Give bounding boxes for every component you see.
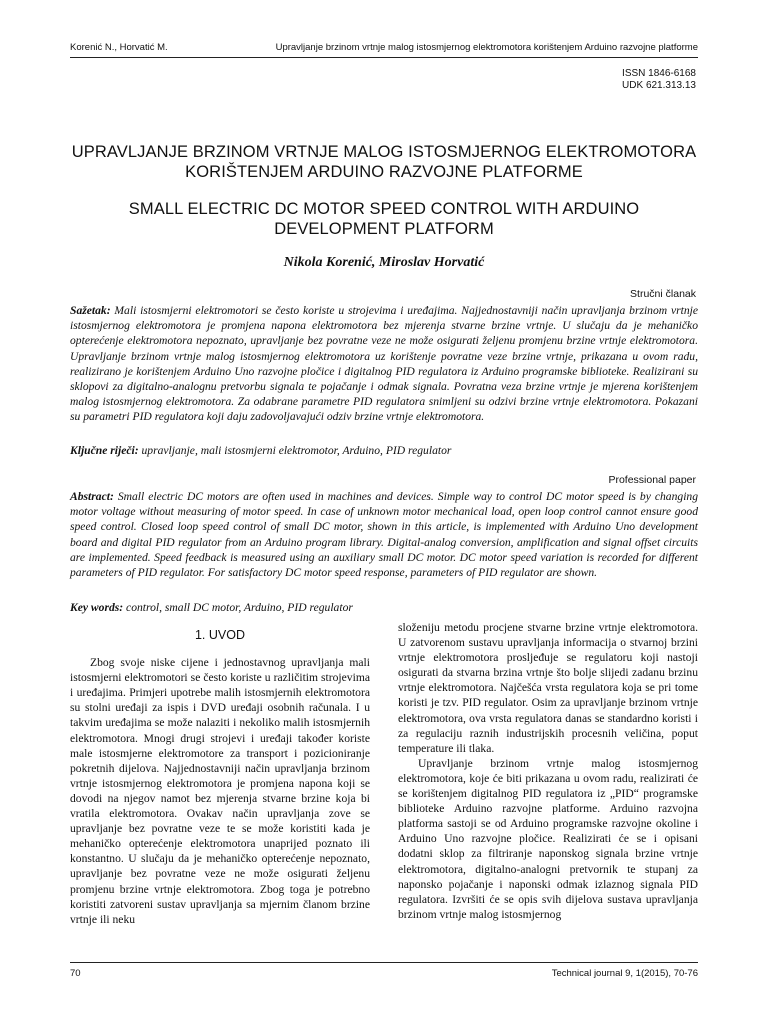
authors: Nikola Korenić, Miroslav Horvatić [283,255,485,270]
paper-type-croatian: Stručni članak [630,288,696,300]
abstract-english-label: Abstract: [70,490,114,503]
abstract-croatian-text: Mali istosmjerni elektromotori se često koriste u strojevima i uređajima. Najjednostavniji način upravljanja brzinom vrtnje istosmjernog elektromotora je promjena napona elektromotora bez mjerenja stvarne brzine vrtnje. U slučaju da je mehaničko opterećenje elektromotora nepoznato, upravljanje bez povratne veze ne može osigurati željenu promjenu brzine vrtnje elektromotora. Upravljanje brzinom vrtnje malog istosmjernog elektromotora uz korištenje povratne veze brzine vrtnje, prikazana u ovom radu, realizirano je korištenjem Arduino Uno razvojne pločice i digitalnog PID regulatora iz Arduino programske biblioteke. Realizirani su sklopovi za digitalno-analognu pretvorbu signala te pojačanje i odmak signala. Povratna veza brzine vrtnje je mjerena korištenjem malog istosmjernog elektromotora. Za odabrane parametre PID regulatora snimljeni su odzivi brzine vrtnje elektromotora. Pokazani su parametri PID regulatora koji daju zadovoljavajući odziv brzine vrtnje elektromotora. [70,304,698,424]
title-croatian [70,142,698,182]
udk: UDK 621.313.13 [622,80,696,91]
title-croatian-line1: UPRAVLJANJE BRZINOM VRTNJE MALOG ISTOSMJERNOG ELEKTROMOTORA [71,143,697,161]
body-paragraph: Zbog svoje niske cijene i jednostavnog upravljanja mali istosmjerni elektromotori se često koriste u različitim strojevima i uređajima. Primjeri upotrebe malih istosmjernih elektromotora su stolni uređaji za ispis i DVD uređaji osobnih računala. I u takvim uređajima se može nalaziti i nekoliko malih istosmjernih elektromotora. Mnogi drugi strojevi i uređaji također koriste male istosmjerne elektromotore za transport i pozicioniranje pokretnih dijelova. Najjednostavniji način upravljanja brzinom vrtnje istosmjernog elektromotora je promjena napona koji se dovodi na njegov namot bez mjerenja stvarne brzine koja bi vratila elektromotora. Ovakav način upravljanja zove se upravljanje bez povratne veze te se može koristiti kada je mehaničko opterećenje elektromotora unaprijed poznato ili konstantno. U slučaju da je mehaničko opterećenje nepoznato, upravljanje bez povratne veze ne može osigurati željenu promjenu brzine vrtnje elektromotora. Zbog toga je potrebno koristiti zatvoreni sustav upravljanja sa mjernim članom brzine vrtnje ili neku [70,656,370,926]
paper-type-english: Professional paper [608,474,696,486]
keywords-croatian-label: Ključne riječi: [70,444,139,457]
keywords-croatian-text: upravljanje, mali istosmjerni elektromotor, Arduino, PID regulator [141,444,452,457]
title-english [70,199,698,239]
title-english-line2: DEVELOPMENT PLATFORM [274,220,494,238]
title-croatian-line2: KORIŠTENJEM ARDUINO RAZVOJNE PLATFORME [185,163,583,181]
running-header [70,40,698,56]
issn-block [622,68,696,92]
body-column-right [398,620,698,922]
abstract-english [70,489,698,580]
title-english-line1: SMALL ELECTRIC DC MOTOR SPEED CONTROL WITH ARDUINO [128,200,640,218]
keywords-english-label: Key words: [70,601,124,614]
issn: ISSN 1846-6168 [622,68,696,79]
abstract-croatian [70,303,698,425]
body-column-left [70,620,370,927]
body-paragraph: složeniju metodu procjene stvarne brzine vrtnje elektromotora. U zatvorenom sustavu upravljanja informacija o stvarnoj brzini vrtnje elektromotora prosljeđuje se regulatoru koji nastoji osigurati da stvarna brzina vrtnje što bolje slijedi zadanu brzinu vrtnje elektromotora. Najčešća vrsta regulatora koja se pri tome koristi je tzv. PID regulator. Osim za upravljanje brzinom vrtnje elektromotora, ova vrsta regulatora danas se standardno koristi i za regulaciju raznih industrijskih procesnih veličina, poput temperature ili tlaka. [398,621,698,755]
journal-citation: Technical journal 9, 1(2015), 70-76 [551,968,698,979]
keywords-english-text: control, small DC motor, Arduino, PID regulator [126,601,353,614]
footer-rule [70,962,698,963]
abstract-croatian-label: Sažetak: [70,304,111,317]
keywords-english [70,601,698,614]
header-authors: Korenić N., Horvatić M. [70,42,168,53]
keywords-croatian [70,444,698,457]
header-rule [70,57,698,58]
header-title: Upravljanje brzinom vrtnje malog istosmjernog elektromotora korištenjem Arduino razvojne platforme [275,42,698,53]
abstract-english-text: Small electric DC motors are often used in machines and devices. Simple way to control DC motor speed is by changing motor voltage without measuring of motor speed. In case of unknown motor mechanical load, open loop control cannot ensure good speed control. Closed loop speed control of small DC motor, shown in this article, is implemented with Arduino Uno development board and digital PID regulator from an Arduino program library. Digital-analog conversion, amplification and signal offset circuits are implemented. Speed feedback is measured using an auxiliary small DC motor. DC motor speed variation is recorded for different parameters of PID regulator. For satisfactory DC motor speed response, parameters of PID regulator are shown. [70,490,699,580]
page-number: 70 [70,968,81,979]
body-paragraph: Upravljanje brzinom vrtnje malog istosmjernog elektromotora, koje će biti prikazana u ovom radu, realizirati će se korištenjem digitalnog PID regulatora iz „PID“ programske biblioteke Arduino razvojne platforme. Arduino razvojna platforma sastoji se od Arduino programske razvojne okoline i Arduino Uno razvojne pločice. Realizirati će se i opisani dodatni sklop za filtriranje naponskog signala brzine vrtnje elektromotora, digitalno-analogni pretvornik te stupanj za naponsko pojačanje i naponski odmak izlaznog signala PID regulatora. Izvršiti će se opis svih dijelova sustava upravljanja brzinom vrtnje malog istosmjernog [398,756,698,921]
section-title: 1. UVOD [194,628,245,642]
